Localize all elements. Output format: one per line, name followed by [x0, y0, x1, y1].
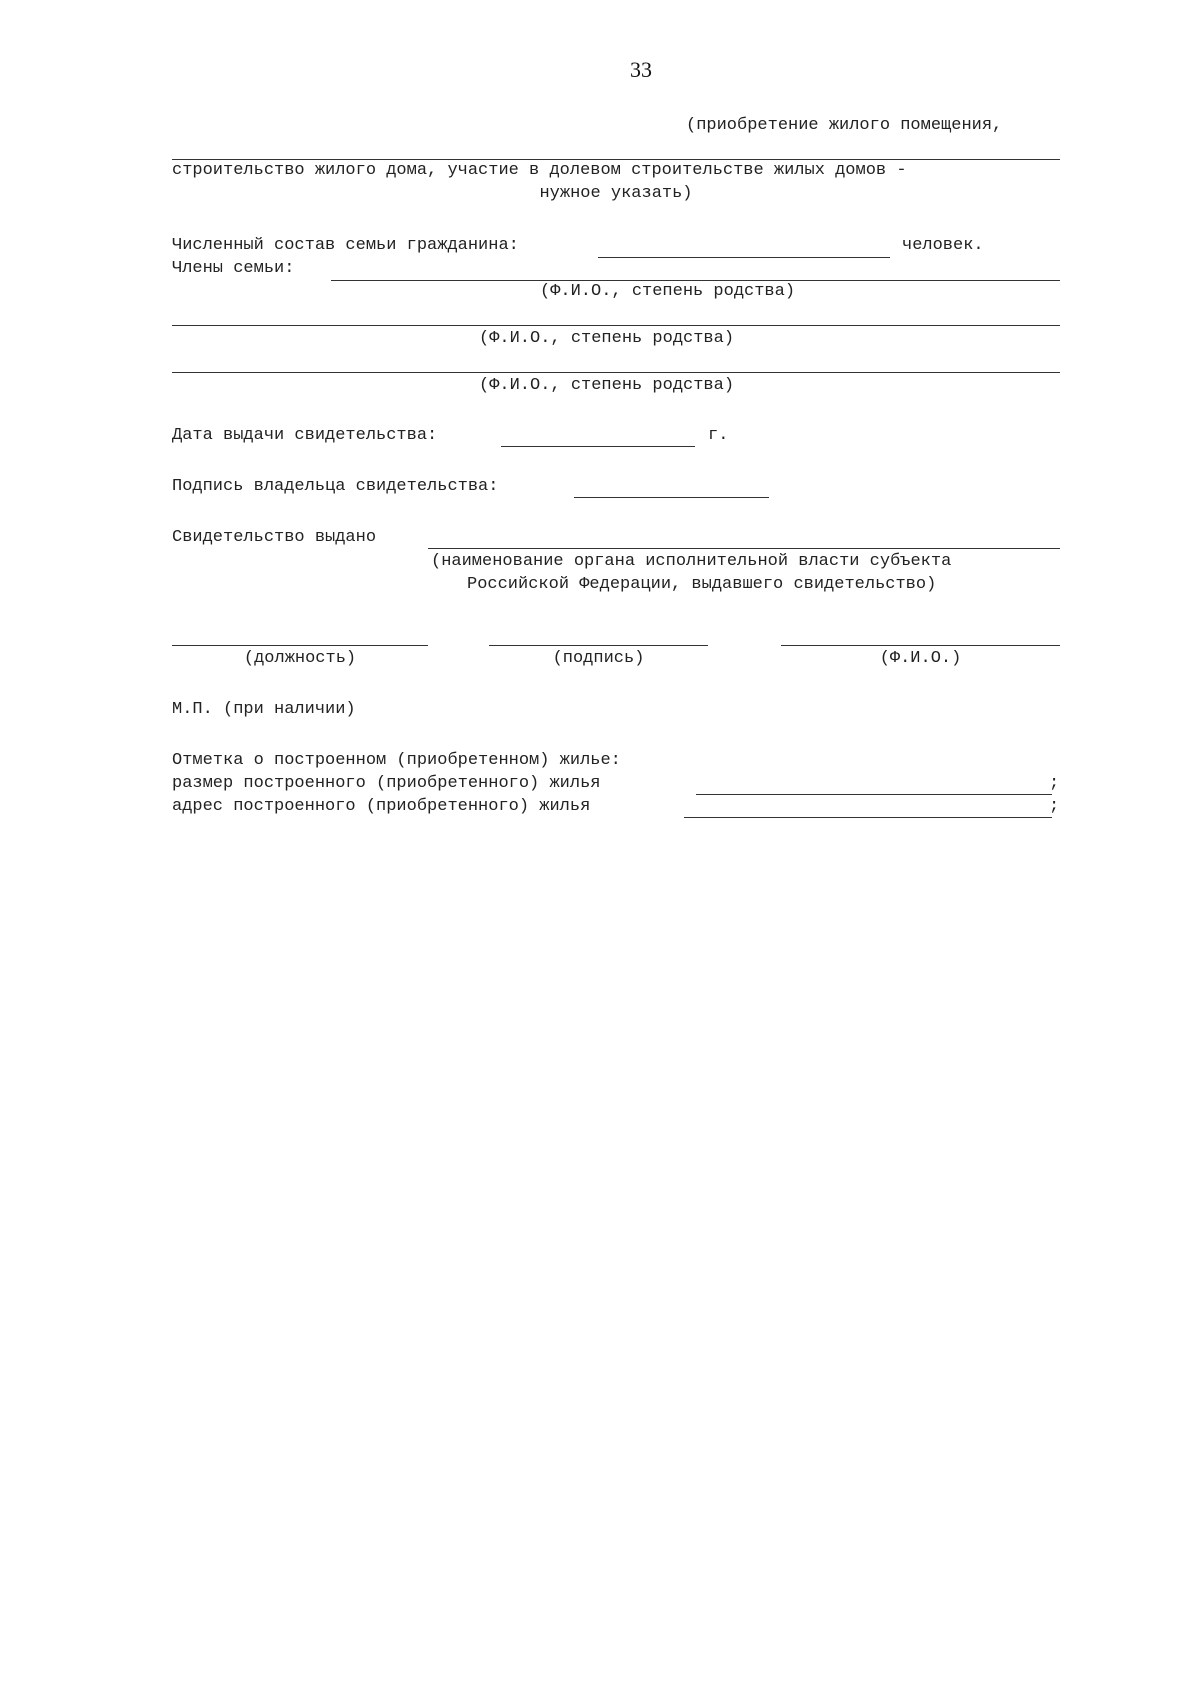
- owner-signature-label: Подпись владельца свидетельства:: [172, 477, 499, 496]
- issue-date-field[interactable]: [501, 446, 695, 447]
- issue-date-suffix: г.: [708, 426, 729, 445]
- page-number: 33: [630, 57, 652, 82]
- housing-address-field[interactable]: [684, 817, 1052, 818]
- signature-caption: (подпись): [552, 649, 645, 668]
- seal-note: М.П. (при наличии): [172, 700, 356, 719]
- family-member-caption-3: (Ф.И.О., степень родства): [479, 376, 735, 395]
- position-caption: (должность): [243, 649, 357, 668]
- family-members-label: Члены семьи:: [172, 259, 295, 278]
- housing-size-field[interactable]: [696, 794, 1052, 795]
- official-name-caption: (Ф.И.О.): [879, 649, 962, 668]
- family-member-field-3[interactable]: [172, 372, 1060, 373]
- housing-title: Отметка о построенном (приобретенном) жилье:: [172, 751, 621, 770]
- issued-by-caption-line1: (наименование органа исполнительной власти субъекта: [431, 552, 952, 571]
- family-member-field-2[interactable]: [172, 325, 1060, 326]
- family-count-unit: человек.: [902, 236, 984, 255]
- purpose-caption-line2: строительство жилого дома, участие в долевом строительстве жилых домов -: [172, 161, 907, 180]
- purpose-caption-line3: нужное указать): [539, 184, 693, 203]
- owner-signature-field[interactable]: [574, 497, 769, 498]
- housing-size-label: размер построенного (приобретенного) жилья: [172, 774, 601, 793]
- housing-address-label: адрес построенного (приобретенного) жилья: [172, 797, 591, 816]
- family-member-caption-1: (Ф.И.О., степень родства): [540, 282, 796, 301]
- signature-field[interactable]: [489, 645, 708, 646]
- issue-date-label: Дата выдачи свидетельства:: [172, 426, 438, 445]
- family-count-field[interactable]: [598, 257, 890, 258]
- purpose-caption-line1: (приобретение жилого помещения,: [686, 116, 1003, 135]
- issued-by-field[interactable]: [428, 548, 1060, 549]
- housing-address-terminator: ;: [1049, 797, 1060, 816]
- family-count-label: Численный состав семьи гражданина:: [172, 236, 519, 255]
- housing-size-terminator: ;: [1049, 774, 1060, 793]
- issued-by-label: Свидетельство выдано: [172, 528, 377, 547]
- issued-by-caption-line2: Российской Федерации, выдавшего свидетельство): [467, 575, 937, 594]
- position-field[interactable]: [172, 645, 428, 646]
- official-name-field[interactable]: [781, 645, 1060, 646]
- family-member-caption-2: (Ф.И.О., степень родства): [479, 329, 735, 348]
